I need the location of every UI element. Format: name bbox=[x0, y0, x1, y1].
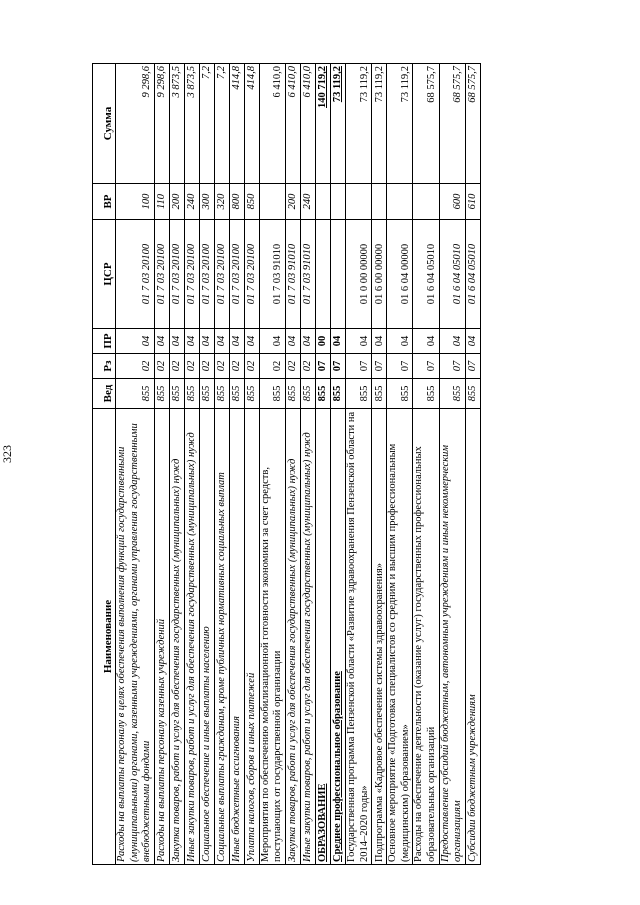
row-pr: 04 bbox=[154, 329, 169, 354]
row-ved: 855 bbox=[154, 379, 169, 409]
row-ved: 855 bbox=[116, 379, 155, 409]
row-sum: 73 119,2 bbox=[372, 64, 387, 184]
row-csr: 01 6 04 05010 bbox=[413, 220, 439, 329]
row-name: Государственная программа Пензенской области «Развитие здравоохранения Пензенской области на 2014–2020 годы» bbox=[345, 409, 371, 865]
table-row bbox=[413, 64, 439, 865]
row-vr: 800 bbox=[229, 184, 244, 220]
rotated-page bbox=[92, 64, 602, 865]
row-pr: 04 bbox=[345, 329, 371, 354]
row-csr: 01 7 03 20100 bbox=[199, 220, 214, 329]
row-ved: 855 bbox=[387, 379, 413, 409]
row-csr: 01 7 03 91010 bbox=[300, 220, 315, 329]
row-name: Подпрограмма «Кадровое обеспечение системы здравоохранения» bbox=[372, 409, 387, 865]
budget-table bbox=[92, 63, 481, 865]
row-vr: 240 bbox=[300, 184, 315, 220]
row-name: Уплата налогов, сборов и иных платежей bbox=[244, 409, 259, 865]
row-sum: 68 575,7 bbox=[439, 64, 465, 184]
table-row bbox=[229, 64, 244, 865]
row-name: Расходы на обеспечение деятельности (оказание услуг) государственных профессиональных образовательных организаций bbox=[413, 409, 439, 865]
row-sum: 73 119,2 bbox=[387, 64, 413, 184]
row-pr: 04 bbox=[229, 329, 244, 354]
row-rz: 02 bbox=[244, 354, 259, 379]
row-pr: 04 bbox=[285, 329, 300, 354]
table-row bbox=[465, 64, 480, 865]
row-pr: 04 bbox=[439, 329, 465, 354]
row-csr: 01 7 03 20100 bbox=[244, 220, 259, 329]
row-pr: 04 bbox=[199, 329, 214, 354]
row-sum: 9 298,6 bbox=[116, 64, 155, 184]
header-csr: ЦСР bbox=[93, 220, 116, 329]
row-sum: 140 719,2 bbox=[315, 64, 330, 184]
row-rz: 07 bbox=[413, 354, 439, 379]
row-pr: 04 bbox=[387, 329, 413, 354]
row-pr: 04 bbox=[300, 329, 315, 354]
row-name: Социальное обеспечение и иные выплаты населению bbox=[199, 409, 214, 865]
table-row bbox=[184, 64, 199, 865]
row-name: Расходы на выплаты персоналу казенных учреждений bbox=[154, 409, 169, 865]
row-rz: 02 bbox=[116, 354, 155, 379]
row-pr: 04 bbox=[465, 329, 480, 354]
row-rz: 02 bbox=[154, 354, 169, 379]
row-sum: 9 298,6 bbox=[154, 64, 169, 184]
row-ved: 855 bbox=[184, 379, 199, 409]
row-name: Предоставление субсидий бюджетным, автономным учреждениям и иным некоммерческим организациям bbox=[439, 409, 465, 865]
page-number: 323 bbox=[0, 445, 14, 463]
row-vr bbox=[372, 184, 387, 220]
row-csr: 01 7 03 91010 bbox=[259, 220, 285, 329]
row-name: Иные закупки товаров, работ и услуг для обеспечения государственных (муниципальных) нужд bbox=[300, 409, 315, 865]
row-ved: 855 bbox=[439, 379, 465, 409]
row-vr bbox=[330, 184, 345, 220]
row-pr: 04 bbox=[372, 329, 387, 354]
row-sum: 3 873,5 bbox=[184, 64, 199, 184]
row-rz: 02 bbox=[285, 354, 300, 379]
table-row bbox=[259, 64, 285, 865]
row-csr: 01 6 04 00000 bbox=[387, 220, 413, 329]
row-rz: 02 bbox=[300, 354, 315, 379]
table-row bbox=[372, 64, 387, 865]
row-pr: 00 bbox=[315, 329, 330, 354]
row-ved: 855 bbox=[214, 379, 229, 409]
row-csr: 01 7 03 20100 bbox=[184, 220, 199, 329]
row-name: Среднее профессиональное образование bbox=[330, 409, 345, 865]
row-pr: 04 bbox=[259, 329, 285, 354]
row-csr: 01 7 03 20100 bbox=[116, 220, 155, 329]
row-sum: 68 575,7 bbox=[465, 64, 480, 184]
table-row bbox=[345, 64, 371, 865]
row-name: Иные бюджетные ассигнования bbox=[229, 409, 244, 865]
table-row bbox=[169, 64, 184, 865]
row-ved: 855 bbox=[465, 379, 480, 409]
row-name: Субсидии бюджетным учреждениям bbox=[465, 409, 480, 865]
row-sum: 7,2 bbox=[199, 64, 214, 184]
row-ved: 855 bbox=[285, 379, 300, 409]
row-vr: 200 bbox=[285, 184, 300, 220]
row-csr bbox=[315, 220, 330, 329]
row-rz: 07 bbox=[330, 354, 345, 379]
row-rz: 07 bbox=[345, 354, 371, 379]
row-ved: 855 bbox=[413, 379, 439, 409]
row-sum: 6 410,0 bbox=[300, 64, 315, 184]
table-row bbox=[439, 64, 465, 865]
row-sum: 3 873,5 bbox=[169, 64, 184, 184]
row-ved: 855 bbox=[229, 379, 244, 409]
row-vr bbox=[315, 184, 330, 220]
row-csr: 01 7 03 91010 bbox=[285, 220, 300, 329]
row-rz: 02 bbox=[229, 354, 244, 379]
row-vr: 100 bbox=[116, 184, 155, 220]
row-sum: 6 410,0 bbox=[285, 64, 300, 184]
row-rz: 07 bbox=[387, 354, 413, 379]
table-row bbox=[214, 64, 229, 865]
row-ved: 855 bbox=[315, 379, 330, 409]
table-row bbox=[387, 64, 413, 865]
row-vr: 200 bbox=[169, 184, 184, 220]
table-row bbox=[116, 64, 155, 865]
row-sum: 414,8 bbox=[229, 64, 244, 184]
table-row bbox=[285, 64, 300, 865]
row-name: Закупка товаров, работ и услуг для обеспечения государственных (муниципальных) нужд bbox=[169, 409, 184, 865]
row-name: Расходы на выплаты персоналу в целях обеспечения выполнения функций государственными (муниципальными) органами, казенными учреждениями, органами управления государственными внебюджетными фондами bbox=[116, 409, 155, 865]
row-sum: 68 575,7 bbox=[413, 64, 439, 184]
row-rz: 02 bbox=[169, 354, 184, 379]
row-csr bbox=[330, 220, 345, 329]
row-ved: 855 bbox=[330, 379, 345, 409]
row-csr: 01 7 03 20100 bbox=[169, 220, 184, 329]
row-rz: 02 bbox=[259, 354, 285, 379]
row-csr: 01 7 03 20100 bbox=[214, 220, 229, 329]
row-vr: 600 bbox=[439, 184, 465, 220]
table-row bbox=[244, 64, 259, 865]
row-sum: 6 410,0 bbox=[259, 64, 285, 184]
table-row bbox=[330, 64, 345, 865]
row-vr: 850 bbox=[244, 184, 259, 220]
row-rz: 02 bbox=[199, 354, 214, 379]
row-vr: 320 bbox=[214, 184, 229, 220]
row-name: Основное мероприятие «Подготовка специалистов со средним и высшим профессиональным (медицинским) образованием» bbox=[387, 409, 413, 865]
row-csr: 01 7 03 20100 bbox=[229, 220, 244, 329]
row-pr: 04 bbox=[214, 329, 229, 354]
row-rz: 02 bbox=[184, 354, 199, 379]
row-vr: 610 bbox=[465, 184, 480, 220]
row-sum: 414,8 bbox=[244, 64, 259, 184]
row-ved: 855 bbox=[169, 379, 184, 409]
row-pr: 04 bbox=[244, 329, 259, 354]
table-row bbox=[300, 64, 315, 865]
table-row bbox=[154, 64, 169, 865]
table-header-row bbox=[93, 64, 116, 865]
row-ved: 855 bbox=[300, 379, 315, 409]
row-vr: 110 bbox=[154, 184, 169, 220]
row-pr: 04 bbox=[413, 329, 439, 354]
row-csr: 01 6 04 05010 bbox=[465, 220, 480, 329]
row-vr bbox=[345, 184, 371, 220]
header-name: Наименование bbox=[93, 409, 116, 865]
row-pr: 04 bbox=[330, 329, 345, 354]
row-rz: 07 bbox=[465, 354, 480, 379]
row-ved: 855 bbox=[372, 379, 387, 409]
row-ved: 855 bbox=[345, 379, 371, 409]
row-ved: 855 bbox=[244, 379, 259, 409]
row-rz: 07 bbox=[372, 354, 387, 379]
row-name: ОБРАЗОВАНИЕ bbox=[315, 409, 330, 865]
header-ved: Вед bbox=[93, 379, 116, 409]
row-ved: 855 bbox=[259, 379, 285, 409]
row-name: Закупка товаров, работ и услуг для обеспечения государственных (муниципальных) нужд bbox=[285, 409, 300, 865]
row-pr: 04 bbox=[116, 329, 155, 354]
row-vr bbox=[413, 184, 439, 220]
row-rz: 07 bbox=[315, 354, 330, 379]
row-vr: 240 bbox=[184, 184, 199, 220]
header-sum: Сумма bbox=[93, 64, 116, 184]
row-ved: 855 bbox=[199, 379, 214, 409]
row-name: Социальные выплаты гражданам, кроме публичных нормативных социальных выплат bbox=[214, 409, 229, 865]
table-row bbox=[199, 64, 214, 865]
row-csr: 01 6 00 00000 bbox=[372, 220, 387, 329]
row-name: Мероприятия по обеспечению мобилизационной готовности экономики за счет средств, поступающих от государственной организации bbox=[259, 409, 285, 865]
row-sum: 7,2 bbox=[214, 64, 229, 184]
header-vr: ВР bbox=[93, 184, 116, 220]
row-vr bbox=[387, 184, 413, 220]
row-vr: 300 bbox=[199, 184, 214, 220]
row-pr: 04 bbox=[184, 329, 199, 354]
header-pr: ПР bbox=[93, 329, 116, 354]
row-csr: 01 0 00 00000 bbox=[345, 220, 371, 329]
row-vr bbox=[259, 184, 285, 220]
row-name: Иные закупки товаров, работ и услуг для обеспечения государственных (муниципальных) нужд bbox=[184, 409, 199, 865]
row-sum: 73 119,2 bbox=[345, 64, 371, 184]
header-rz: Рз bbox=[93, 354, 116, 379]
row-rz: 07 bbox=[439, 354, 465, 379]
row-csr: 01 6 04 05010 bbox=[439, 220, 465, 329]
row-rz: 02 bbox=[214, 354, 229, 379]
row-sum: 73 119,2 bbox=[330, 64, 345, 184]
table-row bbox=[315, 64, 330, 865]
row-pr: 04 bbox=[169, 329, 184, 354]
row-csr: 01 7 03 20100 bbox=[154, 220, 169, 329]
